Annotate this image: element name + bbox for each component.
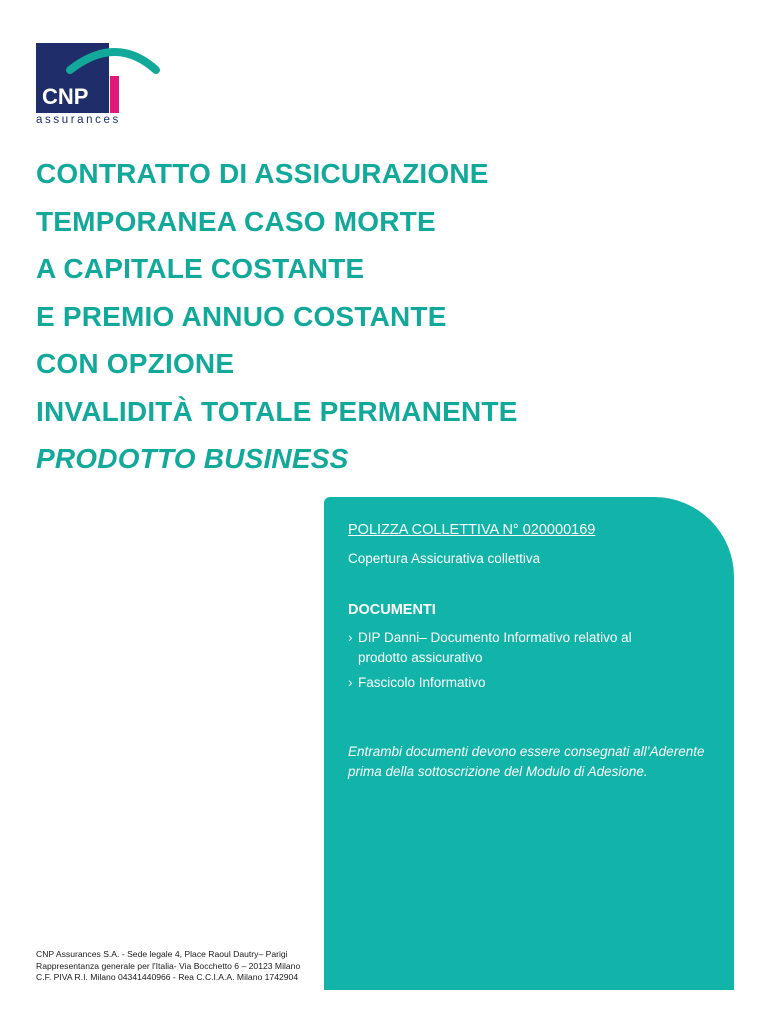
list-item [348,628,668,668]
footer-line-2: Rappresentanza generale per l'Italia- Via Bocchetto 6 – 20123 Milano [36,960,301,971]
document-label: Fascicolo Informativo [358,675,486,690]
info-panel [324,497,734,990]
product-name: PRODOTTO BUSINESS [36,443,349,474]
title-line-2: TEMPORANEA CASO MORTE [36,205,436,237]
documents-list [348,628,668,698]
footer-line-3: C.F. PIVA R.I. Milano 04341440966 - Rea C.C.I.A.A. Milano 1742904 [36,972,299,982]
logo-arc-icon [66,40,166,80]
footer-line-1: CNP Assurances S.A. - Sede legale 4, Place Raoul Dautry– Parigi [36,949,288,959]
title-line-3: A CAPITALE COSTANTE [36,253,365,284]
title-line-6: INVALIDITÀ TOTALE PERMANENTE [36,395,518,427]
legal-footer [36,949,316,984]
coverage-type: Copertura Assicurativa collettiva [348,551,541,566]
logo-subtitle: assurances [36,114,121,126]
title-line-4: E PREMIO ANNUO COSTANTE [36,300,447,332]
documents-heading: DOCUMENTI [348,602,436,618]
logo-brand: CNP [42,84,89,109]
bullet-chevron-icon: › [348,675,353,690]
bullet-chevron-icon: › [348,630,353,645]
policy-number: POLIZZA COLLETTIVA N° 020000169 [348,522,596,538]
list-item [348,673,668,693]
title-line-1: CONTRATTO DI ASSICURAZIONE [36,158,489,189]
document-label: DIP Danni– Documento Informativo relativo al prodotto assicurativo [358,630,632,665]
logo-pink-bar [110,76,119,113]
title-line-5: CON OPZIONE [36,348,235,379]
delivery-note: Entrambi documenti devono essere consegnati all’Aderente prima della sottoscrizione del Modulo di Adesione. [348,744,705,779]
cnp-logo [36,40,166,130]
document-title [36,150,518,483]
